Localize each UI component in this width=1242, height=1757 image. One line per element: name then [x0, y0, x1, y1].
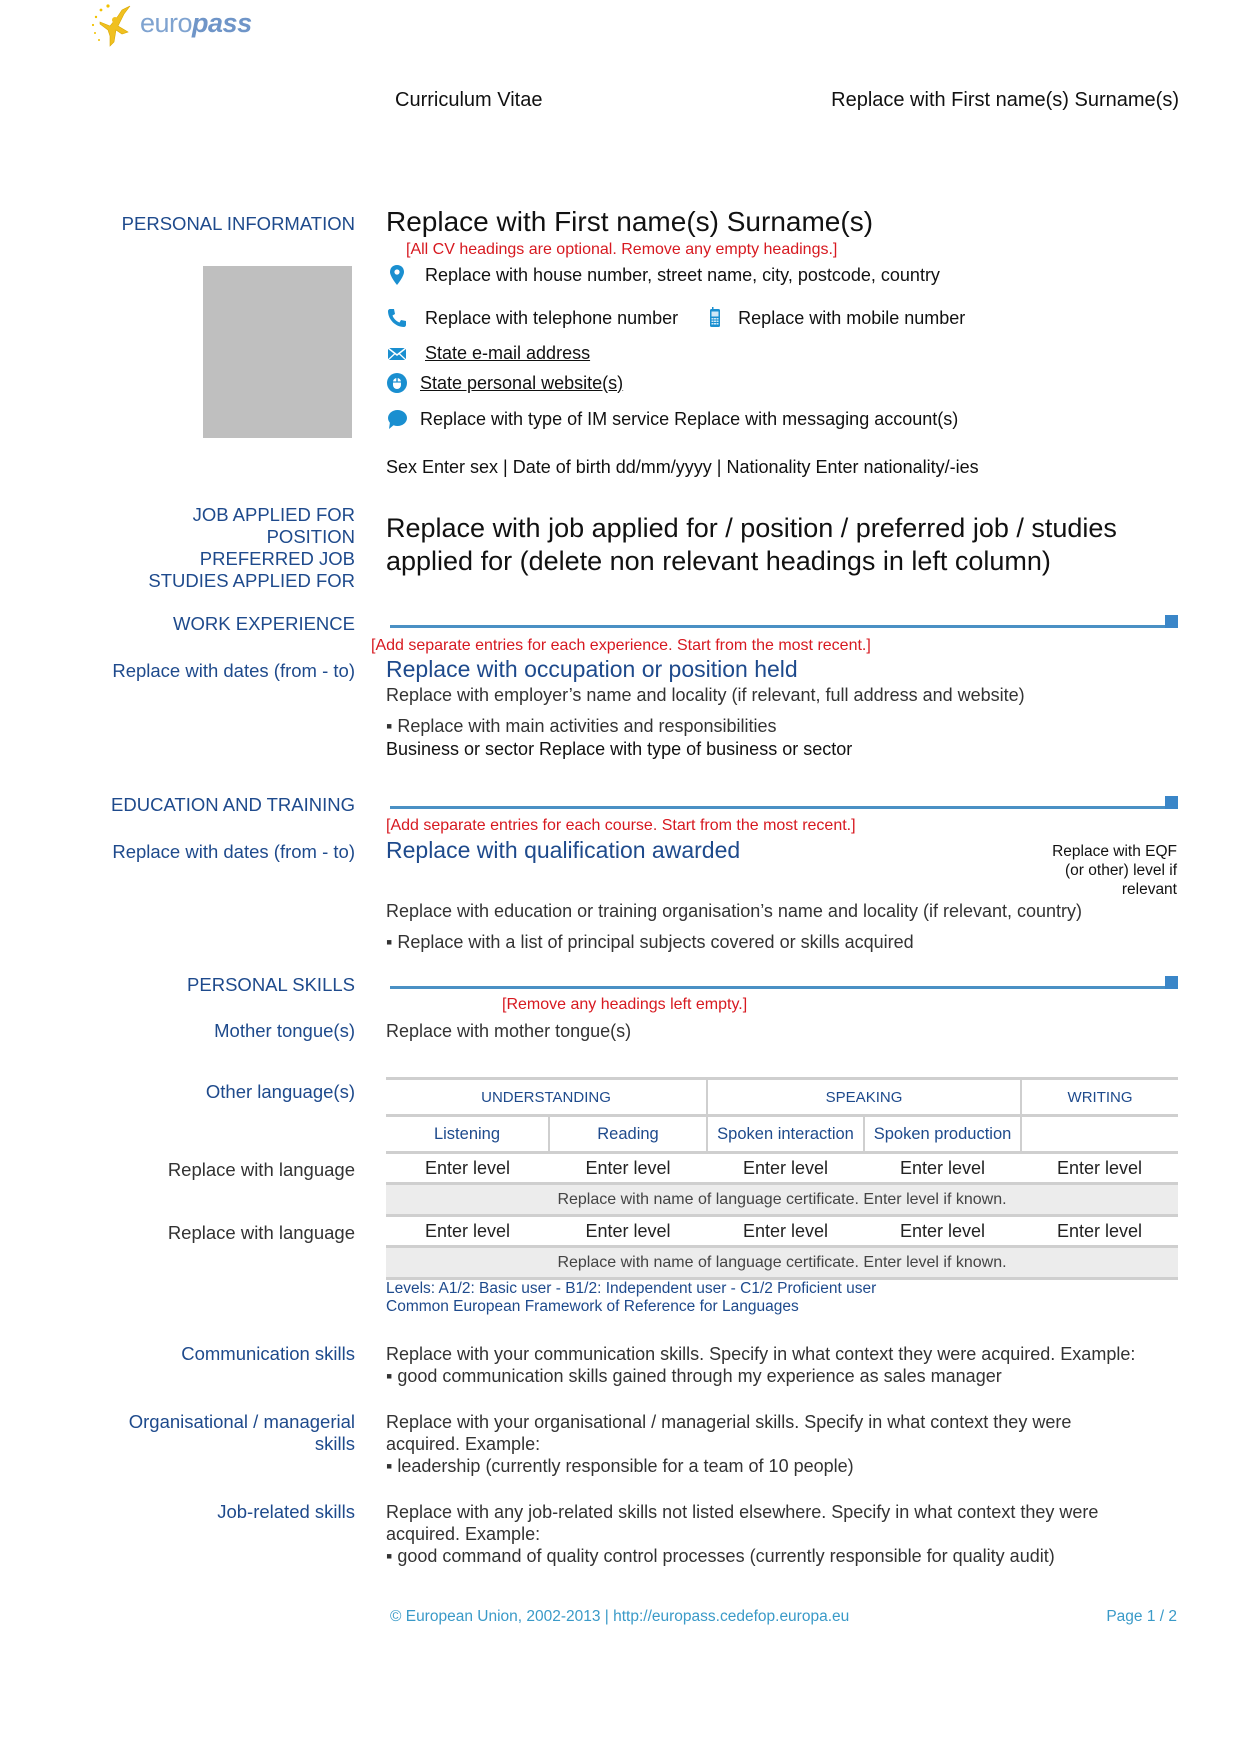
- address-row: [386, 264, 940, 286]
- mobile-text: Replace with mobile number: [738, 307, 966, 328]
- organisational-skills-label: Organisational / managerial skills: [128, 1411, 355, 1454]
- education-dates: Replace with dates (from - to): [112, 841, 355, 862]
- eqf-level: Replace with EQF (or other) level if relevant: [1052, 843, 1177, 898]
- level-cell[interactable]: Enter level: [585, 1220, 671, 1241]
- table-row: [386, 1216, 1178, 1247]
- other-languages-label: Other language(s): [205, 1081, 355, 1102]
- header-listening: Listening: [386, 1116, 549, 1153]
- skills-hint: [Remove any headings left empty.]: [502, 996, 748, 1013]
- header-understanding: UNDERSTANDING: [386, 1079, 707, 1116]
- section-divider: [390, 986, 1172, 989]
- level-cell[interactable]: Enter level: [424, 1157, 511, 1178]
- communication-skills-text: Replace with your communication skills. Specify in what context they were acquired. Example: ▪ good communication skills gained through my experience as sales manager: [386, 1344, 1136, 1386]
- level-cell[interactable]: Enter level: [742, 1157, 829, 1178]
- phone-row: [386, 307, 965, 329]
- europass-wordmark: europass: [140, 8, 252, 38]
- header-spoken-interaction: Spoken interaction: [707, 1116, 864, 1153]
- level-cell[interactable]: Enter level: [742, 1220, 829, 1241]
- work-activities: ▪ Replace with main activities and responsibilities: [386, 716, 777, 736]
- section-label-education: EDUCATION AND TRAINING: [111, 794, 355, 815]
- language-skills-table: [386, 1077, 1178, 1280]
- certificate-cell[interactable]: Replace with name of language certificate. Enter level if known.: [386, 1184, 1178, 1216]
- job-related-skills-text: Replace with any job-related skills not listed elsewhere. Specify in what context they were acquired. Example: ▪ good command of quality control processes (currently responsible for quality audit): [386, 1502, 1099, 1566]
- communication-skills-label: Communication skills: [181, 1343, 355, 1364]
- document-title: Curriculum Vitae: [395, 89, 543, 111]
- work-dates: Replace with dates (from - to): [112, 660, 355, 681]
- label-position: POSITION: [266, 526, 355, 547]
- phone-icon: [386, 307, 408, 329]
- table-row: [386, 1153, 1178, 1184]
- level-cell[interactable]: Enter level: [900, 1220, 986, 1241]
- email-row: [386, 342, 590, 364]
- europass-star-figure-icon: [88, 2, 146, 50]
- location-pin-icon: [386, 264, 408, 286]
- level-cell[interactable]: Enter level: [1057, 1157, 1143, 1178]
- header-name: Replace with First name(s) Surname(s): [831, 89, 1179, 111]
- telephone-text: Replace with telephone number: [425, 307, 679, 328]
- chat-bubble-icon: [386, 408, 408, 430]
- section-divider: [390, 806, 1172, 809]
- language-name-2: Replace with language: [167, 1222, 355, 1243]
- education-qualification: Replace with qualification awarded: [386, 837, 741, 863]
- level-cell[interactable]: Enter level: [1057, 1220, 1143, 1241]
- header-writing: WRITING: [1021, 1079, 1178, 1116]
- section-divider: [390, 625, 1172, 628]
- level-cell[interactable]: Enter level: [424, 1220, 511, 1241]
- language-name-1: Replace with language: [167, 1159, 355, 1180]
- certificate-row: [386, 1247, 1178, 1279]
- envelope-icon: [386, 342, 408, 364]
- organisational-skills-text: Replace with your organisational / managerial skills. Specify in what context they were acquired. Example: ▪ leadership (currently responsible for a team of 10 people): [386, 1412, 1072, 1476]
- section-label-personal-skills: PERSONAL SKILLS: [187, 974, 355, 995]
- header-reading: Reading: [549, 1116, 707, 1153]
- certificate-cell[interactable]: Replace with name of language certificate. Enter level if known.: [386, 1247, 1178, 1279]
- section-label-personal-information: PERSONAL INFORMATION: [121, 213, 355, 234]
- im-row: [386, 408, 958, 430]
- education-subjects: ▪ Replace with a list of principal subjects covered or skills acquired: [386, 932, 914, 952]
- education-hint: [Add separate entries for each course. Start from the most recent.]: [386, 817, 856, 834]
- header-speaking: SPEAKING: [707, 1079, 1021, 1116]
- mobile-phone-icon: [704, 307, 726, 329]
- table-header-groups: [386, 1079, 1178, 1116]
- mouse-icon: [386, 372, 408, 394]
- label-studies-applied-for: STUDIES APPLIED FOR: [148, 570, 355, 591]
- work-sector: Business or sector Replace with type of business or sector: [386, 739, 853, 759]
- candidate-name: Replace with First name(s) Surname(s): [386, 206, 874, 237]
- certificate-row: [386, 1184, 1178, 1216]
- header-writing-sub: [1021, 1116, 1178, 1153]
- level-cell[interactable]: Enter level: [900, 1157, 986, 1178]
- personal-details: Sex Enter sex | Date of birth dd/mm/yyyy | Nationality Enter nationality/-ies: [386, 457, 979, 477]
- label-preferred-job: PREFERRED JOB: [199, 548, 355, 569]
- header-spoken-production: Spoken production: [864, 1116, 1021, 1153]
- section-divider-square: [1165, 615, 1178, 628]
- email-link[interactable]: State e-mail address: [425, 342, 591, 363]
- section-divider-square: [1165, 796, 1178, 809]
- mother-tongue-value: Replace with mother tongue(s): [386, 1021, 632, 1041]
- website-link[interactable]: State personal website(s): [420, 372, 624, 393]
- mother-tongue-label: Mother tongue(s): [214, 1020, 355, 1041]
- job-applied-text: Replace with job applied for / position / preferred job / studies applied for (delete non relevant headings in left column): [386, 513, 1117, 576]
- section-divider-square: [1165, 976, 1178, 989]
- footer-copyright[interactable]: © European Union, 2002-2013 | http://europass.cedefop.europa.eu: [390, 1608, 850, 1625]
- section-label-work-experience: WORK EXPERIENCE: [173, 613, 355, 634]
- website-row: [386, 372, 623, 394]
- photo-placeholder[interactable]: [203, 266, 352, 438]
- headings-hint: [All CV headings are optional. Remove any empty headings.]: [406, 241, 838, 258]
- label-job-applied-for: JOB APPLIED FOR: [192, 504, 355, 525]
- levels-note: Levels: A1/2: Basic user - B1/2: Independent user - C1/2 Proficient user Common European Framework of Reference for Languages: [386, 1280, 877, 1315]
- europass-logo: [88, 2, 268, 50]
- work-hint: [Add separate entries for each experience. Start from the most recent.]: [371, 637, 871, 654]
- page-number: Page 1 / 2: [1106, 1608, 1177, 1625]
- im-text: Replace with type of IM service Replace with messaging account(s): [420, 408, 959, 429]
- work-employer: Replace with employer’s name and locality (if relevant, full address and website): [386, 685, 1025, 705]
- table-header-subskills: [386, 1116, 1178, 1153]
- address-text: Replace with house number, street name, city, postcode, country: [425, 264, 940, 285]
- job-related-skills-label: Job-related skills: [217, 1501, 355, 1522]
- level-cell[interactable]: Enter level: [585, 1157, 671, 1178]
- education-organisation: Replace with education or training organisation’s name and locality (if relevant, country): [386, 901, 1083, 921]
- work-occupation: Replace with occupation or position held: [386, 656, 798, 682]
